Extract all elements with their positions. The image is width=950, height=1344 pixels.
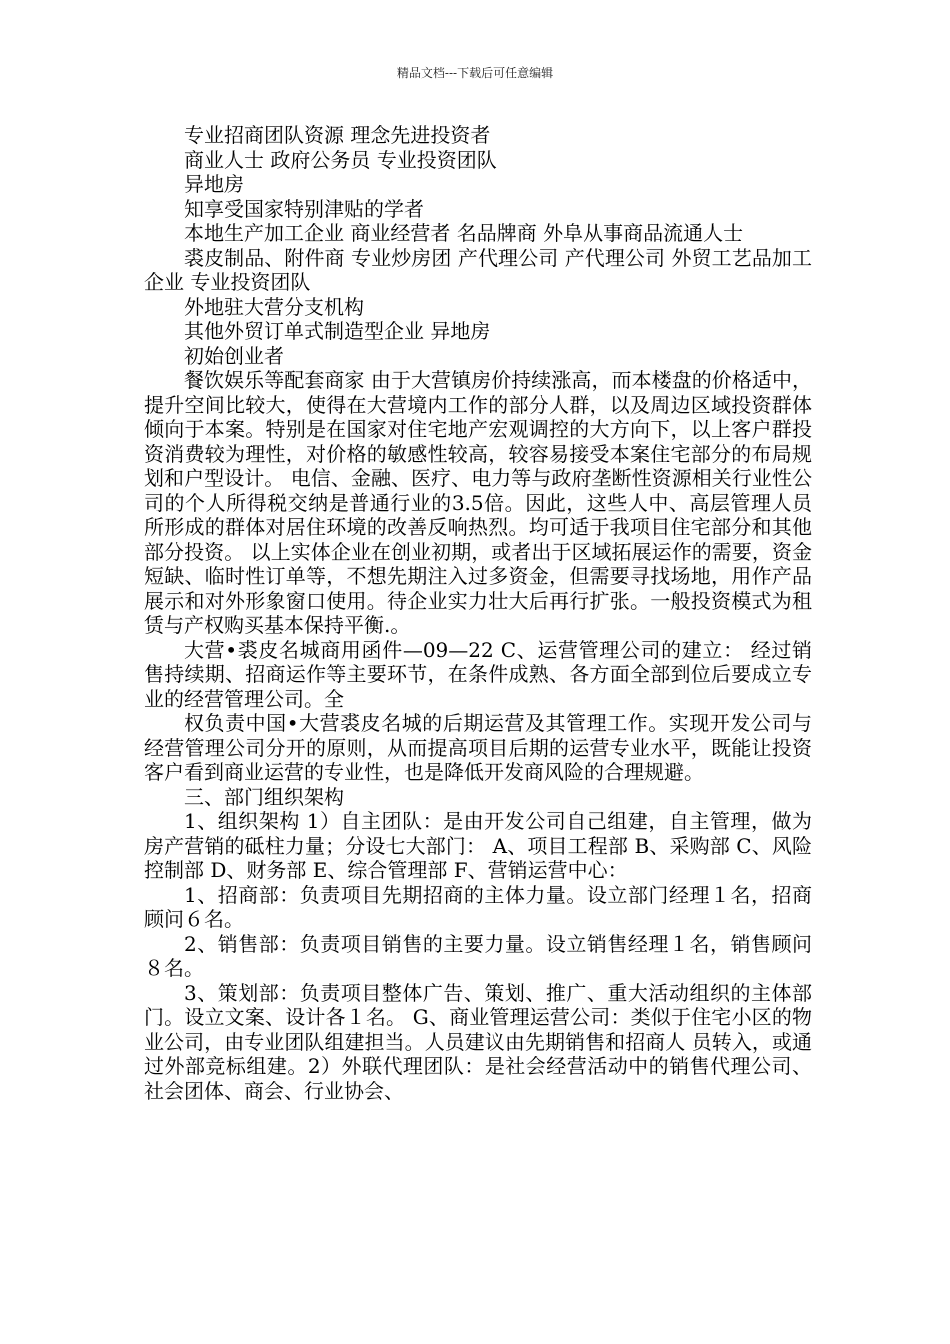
paragraph: 大营•裘皮名城商用函件—09—22 C、运营管理公司的建立： 经过销售持续期、招商运作等主要环节，在条件成熟、各方面全部到位后要成立专业的经营管理公司。全	[144, 637, 812, 711]
paragraph: 知享受国家特别津贴的学者	[184, 196, 424, 221]
paragraph: 餐饮娱乐等配套商家 由于大营镇房价持续涨高，而本楼盘的价格适中，提升空间比较大，使得在大营境内工作的部分人群，以及周边区域投资群体倾向于本案。特别是在国家对住宅地产宏观调控的大方向下，以上客户群投资消费较为理性，对价格的敏感性较高，较容易接受本案住宅部分的布局规划和户型设计。 电信、金融、医疗、电力等与政府垄断性资源相关行业性公司的个人所得税交纳是普通行业的3.5倍。因此，这些人中、高层管理人员所形成的群体对居住环境的改善反响热烈。均可适于我项目住宅部分和其他部分投资。 以上实体企业在创业初期，或者出于区域拓展运作的需要，资金短缺、临时性订单等，不想先期注入过多资金，但需要寻找场地，用作产品展示和对外形象窗口使用。待企业实力壮大后再行扩张。一般投资模式为租赁与产权购买基本保持平衡.。	[144, 368, 812, 637]
paragraph: 本地生产加工企业 商业经营者 名品牌商 外阜从事商品流通人士	[184, 221, 744, 245]
paragraph: 其他外贸订单式制造型企业 异地房	[184, 319, 491, 343]
paragraph: 裘皮制品、附件商 专业炒房团 产代理公司 产代理公司 外贸工艺品加工企业 专业投资团队	[144, 245, 812, 294]
paragraph: 外地驻大营分支机构	[184, 294, 364, 319]
paragraph: 1、组织架构 1）自主团队：是由开发公司自己组建，自主管理，做为房产营销的砥柱力量；分设七大部门： A、项目工程部 B、采购部 C、风险控制部 D、财务部 E、综合管理部 F、营销运营中心：	[144, 809, 812, 882]
paragraph: 异地房	[184, 172, 244, 196]
paragraph: 权负责中国•大营裘皮名城的后期运营及其管理工作。实现开发公司与经营管理公司分开的原则，从而提高项目后期的运营专业水平，既能让投资客户看到商业运营的专业性，也是降低开发商风险的合理规避。	[144, 711, 812, 784]
page-header: 精品文档---下载后可任意编辑	[396, 66, 554, 80]
paragraph: 初始创业者	[184, 343, 284, 368]
paragraph: 2、销售部：负责项目销售的主要力量。设立销售经理１名，销售顾问８名。	[144, 931, 812, 980]
paragraph: 专业招商团队资源 理念先进投资者	[184, 123, 491, 147]
paragraph: 3、策划部：负责项目整体广告、策划、推广、重大活动组织的主体部门。设立文案、设计各１名。 G、商业管理运营公司：类似于住宅小区的物业公司，由专业团队组建担当。人员建议由先期销售和招商人 员转入，或通过外部竞标组建。2）外联代理团队：是社会经营活动中的销售代理公司、社会团体、商会、行业协会、	[144, 980, 812, 1103]
paragraph: 1、招商部：负责项目先期招商的主体力量。设立部门经理１名，招商顾问６名。	[144, 882, 812, 931]
paragraph: 商业人士 政府公务员 专业投资团队	[184, 147, 497, 172]
document-body	[144, 123, 812, 1103]
section-heading: 三、部门组织架构	[184, 784, 344, 809]
